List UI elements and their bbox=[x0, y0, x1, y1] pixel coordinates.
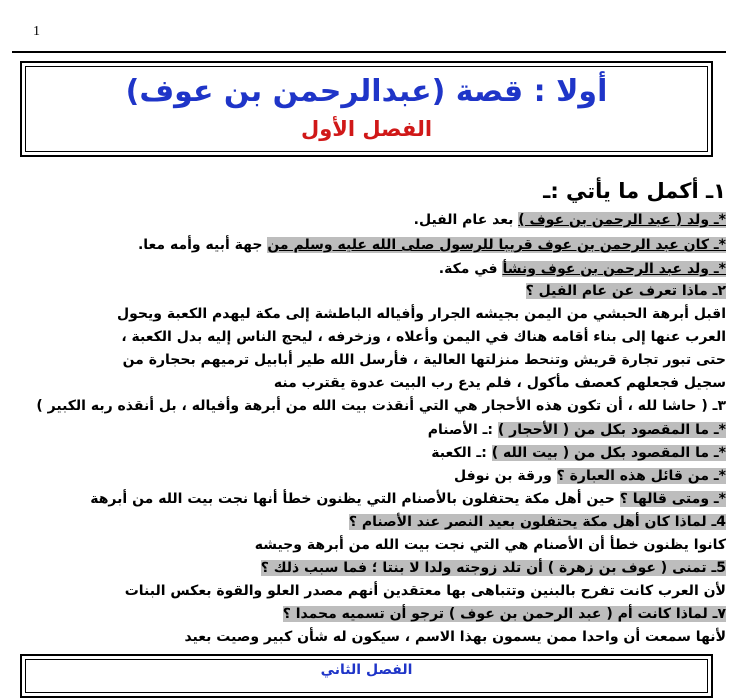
question-3d-text: *ـ ومتى قالها ؟ bbox=[619, 491, 726, 507]
fill-item-1-prompt: *ـ ولد ( عبد الرحمن بن عوف ) bbox=[518, 212, 726, 228]
question-7 bbox=[283, 605, 726, 624]
question-3d bbox=[90, 490, 726, 509]
question-2 bbox=[526, 282, 726, 301]
answer-5: لأن العرب كانت تفرح بالبنين وتتباهى بها معتقدين أنهم مصدر العلو والقوة بعكس البنات bbox=[124, 583, 726, 599]
question-5 bbox=[261, 559, 726, 578]
fill-item-1 bbox=[414, 211, 726, 230]
answer-2-line-2: العرب عنها إلى بناء أقامه هناك في اليمن وأعلاه ، وزخرفه ، ليحج الناس إليه بدل الكعبة ، bbox=[121, 329, 726, 345]
document-title: أولا : قصة (عبدالرحمن بن عوف) bbox=[125, 74, 608, 109]
question-2-text: ٢ـ ماذا تعرف عن عام الفيل ؟ bbox=[525, 283, 726, 299]
chapter-title: الفصل الأول bbox=[300, 117, 433, 141]
answer-3a: :ـ الأصنام bbox=[427, 422, 498, 438]
top-rule bbox=[12, 51, 726, 53]
answer-7: لأنها سمعت أن واحدا ممن يسمون بهذا الاسم ، سيكون له شأن كبير وصيت بعيد bbox=[184, 629, 726, 645]
section3-statement: ٣ـ ( حاشا لله ، أن تكون هذه الأحجار هي التي أنقذت بيت الله من أبرهة وأفياله ، بل أنقذه ربه الكبير ) bbox=[36, 398, 726, 414]
question-3b-text: *ـ ما المقصود بكل من ( بيت الله ) bbox=[491, 445, 726, 461]
answer-2-line-1: اقبل أبرهة الحبشي من اليمن بجيشه الجرار وأفياله الباطشة إلى مكة ليهدم الكعبة ويحول bbox=[117, 306, 726, 322]
chapter2-box bbox=[20, 654, 713, 698]
page-number: 1 bbox=[33, 24, 40, 39]
question-4 bbox=[349, 513, 726, 532]
question-7-text: ٧ـ لماذا كانت أم ( عبد الرحمن بن عوف ) ترجو أن تسميه محمدا ؟ bbox=[282, 606, 726, 622]
question-3a-text: *ـ ما المقصود بكل من ( الأحجار ) bbox=[497, 422, 726, 438]
fill-item-1-answer: بعد عام الفيل. bbox=[413, 212, 519, 228]
section1-heading: ١ـ أكمل ما يأتي :ـ bbox=[543, 179, 726, 203]
answer-2-line-4: سجيل فجعلهم كعصف مأكول ، فلم يدع رب البيت عدوة يقترب منه bbox=[273, 375, 726, 391]
question-4-text: 4ـ لماذا كان أهل مكة يحتفلون بعيد النصر عند الأصنام ؟ bbox=[348, 514, 726, 530]
question-3c bbox=[454, 467, 726, 486]
question-3b bbox=[431, 444, 726, 463]
fill-item-2 bbox=[138, 236, 726, 255]
answer-2-line-3: حتى تبور تجارة قريش وتنحط منزلتها العالية ، فأرسل الله طير أبابيل ترميهم بحجارة من bbox=[122, 352, 726, 368]
question-5-text: 5ـ تمنى ( عوف بن زهرة ) أن تلد زوجته ولدا لا بنتا ؛ فما سبب ذلك ؟ bbox=[260, 560, 726, 576]
fill-item-2-answer: جهة أبيه وأمه معا. bbox=[137, 237, 268, 253]
chapter2-title: الفصل الثاني bbox=[320, 662, 413, 678]
question-3c-text: *ـ من قائل هذه العبارة ؟ bbox=[556, 468, 726, 484]
title-box bbox=[20, 61, 713, 157]
answer-3c: ورقة بن نوفل bbox=[454, 468, 557, 484]
fill-item-2-prompt: *ـ كان عبد الرحمن بن عوف قريبا للرسول صلى الله عليه وسلم من bbox=[267, 237, 726, 253]
question-3a bbox=[428, 421, 726, 440]
fill-item-3-prompt: *ـ ولد عبد الرحمن بن عوف ونشأ bbox=[502, 261, 726, 277]
fill-item-3 bbox=[439, 260, 726, 279]
answer-3d: حين أهل مكة يحتفلون بالأصنام التي يظنون خطأ أنها نجت بيت الله من أبرهة bbox=[90, 491, 620, 507]
fill-item-3-answer: في مكة. bbox=[438, 261, 503, 277]
answer-4: كانوا يظنون خطأ أن الأصنام هي التي نجت بيت الله من أبرهة وجيشه bbox=[254, 537, 726, 553]
answer-3b: :ـ الكعبة bbox=[431, 445, 492, 461]
